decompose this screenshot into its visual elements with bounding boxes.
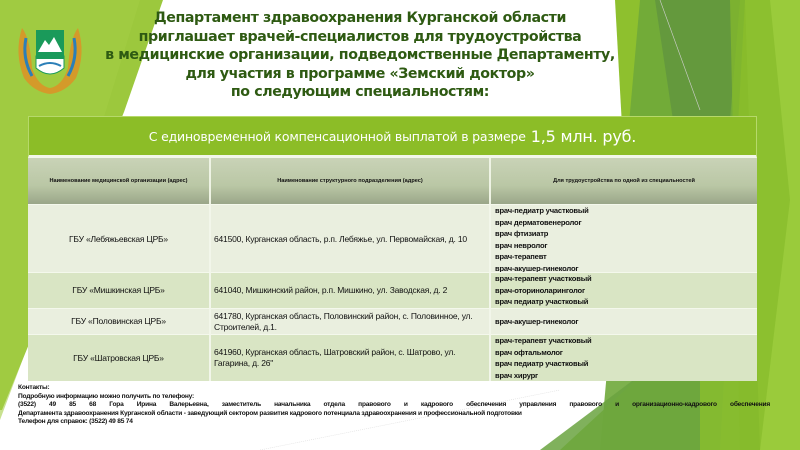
table-header-row	[28, 158, 757, 204]
specialty-item: врач хирург	[495, 370, 539, 380]
specialty-list	[491, 204, 757, 274]
org-name: ГБУ «Лебяжьевская ЦРБ»	[28, 204, 211, 274]
table-row	[28, 308, 757, 334]
org-address: 641960, Курганская область, Шатровский район, с. Шатрово, ул. Гагарина, д. 26"	[211, 334, 491, 381]
org-name: ГБУ «Мишкинская ЦРБ»	[28, 272, 211, 308]
specialty-list	[491, 272, 757, 308]
org-name: ГБУ «Шатровская ЦРБ»	[28, 334, 211, 381]
table-row	[28, 272, 757, 308]
specialty-item: врач невролог	[495, 240, 548, 250]
specialty-item: врач дерматовенеролог	[495, 217, 582, 227]
specialty-item: врач-терапевт участковый	[495, 336, 592, 345]
specialty-item: врач офтальмолог	[495, 347, 563, 357]
title-line: Департамент здравоохранения Курганской области	[153, 10, 567, 26]
org-address: 641040, Мишкинский район, р.п. Мишкино, ул. Заводская, д. 2	[211, 272, 491, 308]
compensation-banner	[28, 116, 757, 158]
specialty-item: врач фтизиатр	[495, 229, 549, 238]
org-address: 641500, Курганская область, р.п. Лебяжье, ул. Первомайская, д. 10	[211, 204, 491, 274]
specialty-item: врач педиатр участковый	[495, 297, 589, 307]
column-header-organization: Наименование медицинской организации (адрес)	[28, 158, 211, 204]
org-name: ГБУ «Половинская ЦРБ»	[28, 308, 211, 334]
title-line: для участия в программе «Земский доктор»	[185, 65, 535, 82]
specialty-list	[491, 334, 757, 381]
column-header-specialty: Для трудоустройства по одной из специальностей	[491, 158, 757, 204]
specialty-item: врач-педиатр участковый	[495, 206, 589, 215]
specialty-list	[491, 308, 757, 334]
coat-of-arms-icon	[12, 8, 88, 96]
title-line: приглашает врачей-специалистов для трудоустройства	[138, 28, 582, 45]
specialty-item: врач-терапевт участковый	[495, 274, 592, 284]
banner-amount: 1,5 млн. руб.	[530, 126, 637, 146]
specialty-item: врач-акушер-гинеколог	[495, 263, 579, 273]
column-header-subdivision: Наименование структурного подразделения (адрес)	[211, 158, 491, 204]
table-row	[28, 204, 757, 272]
contacts-line: Подробную информацию можно получить по телефону:	[18, 392, 195, 400]
specialty-item: врач педиатр участковый	[495, 359, 589, 368]
contacts-section	[18, 384, 770, 427]
contacts-line: Департамента здравоохранения Курганской области - заведующий сектором развития кадрового потенциала здравоохранения и профессиональной подготовки	[18, 409, 522, 417]
contacts-phone: Телефон для справок: (3522) 49 85 74	[18, 418, 133, 426]
contacts-line: (3522) 49 85 68 Гора Ирина Валерьевна, заместитель начальника отдела правового и кадрового обеспечения управления правового и организационно-кадрового обеспечения	[18, 401, 770, 409]
specialty-item: врач-акушер-гинеколог	[495, 316, 579, 326]
title-line: в медицинские организации, подведомственные Департаменту,	[105, 47, 615, 63]
contacts-heading: Контакты:	[18, 384, 50, 391]
specialty-item: врач-оториноларинголог	[495, 285, 585, 295]
specialty-item: врач-терапевт	[495, 252, 547, 261]
banner-text: С единовременной компенсационной выплатой в размере	[148, 128, 526, 144]
page-title	[100, 9, 620, 102]
title-line: по следующим специальностям:	[230, 84, 490, 100]
vacancies-table	[28, 116, 757, 380]
org-address: 641780, Курганская область, Половинский район, с. Половинное, ул. Строителей, д.1.	[211, 308, 491, 334]
table-row	[28, 334, 757, 380]
